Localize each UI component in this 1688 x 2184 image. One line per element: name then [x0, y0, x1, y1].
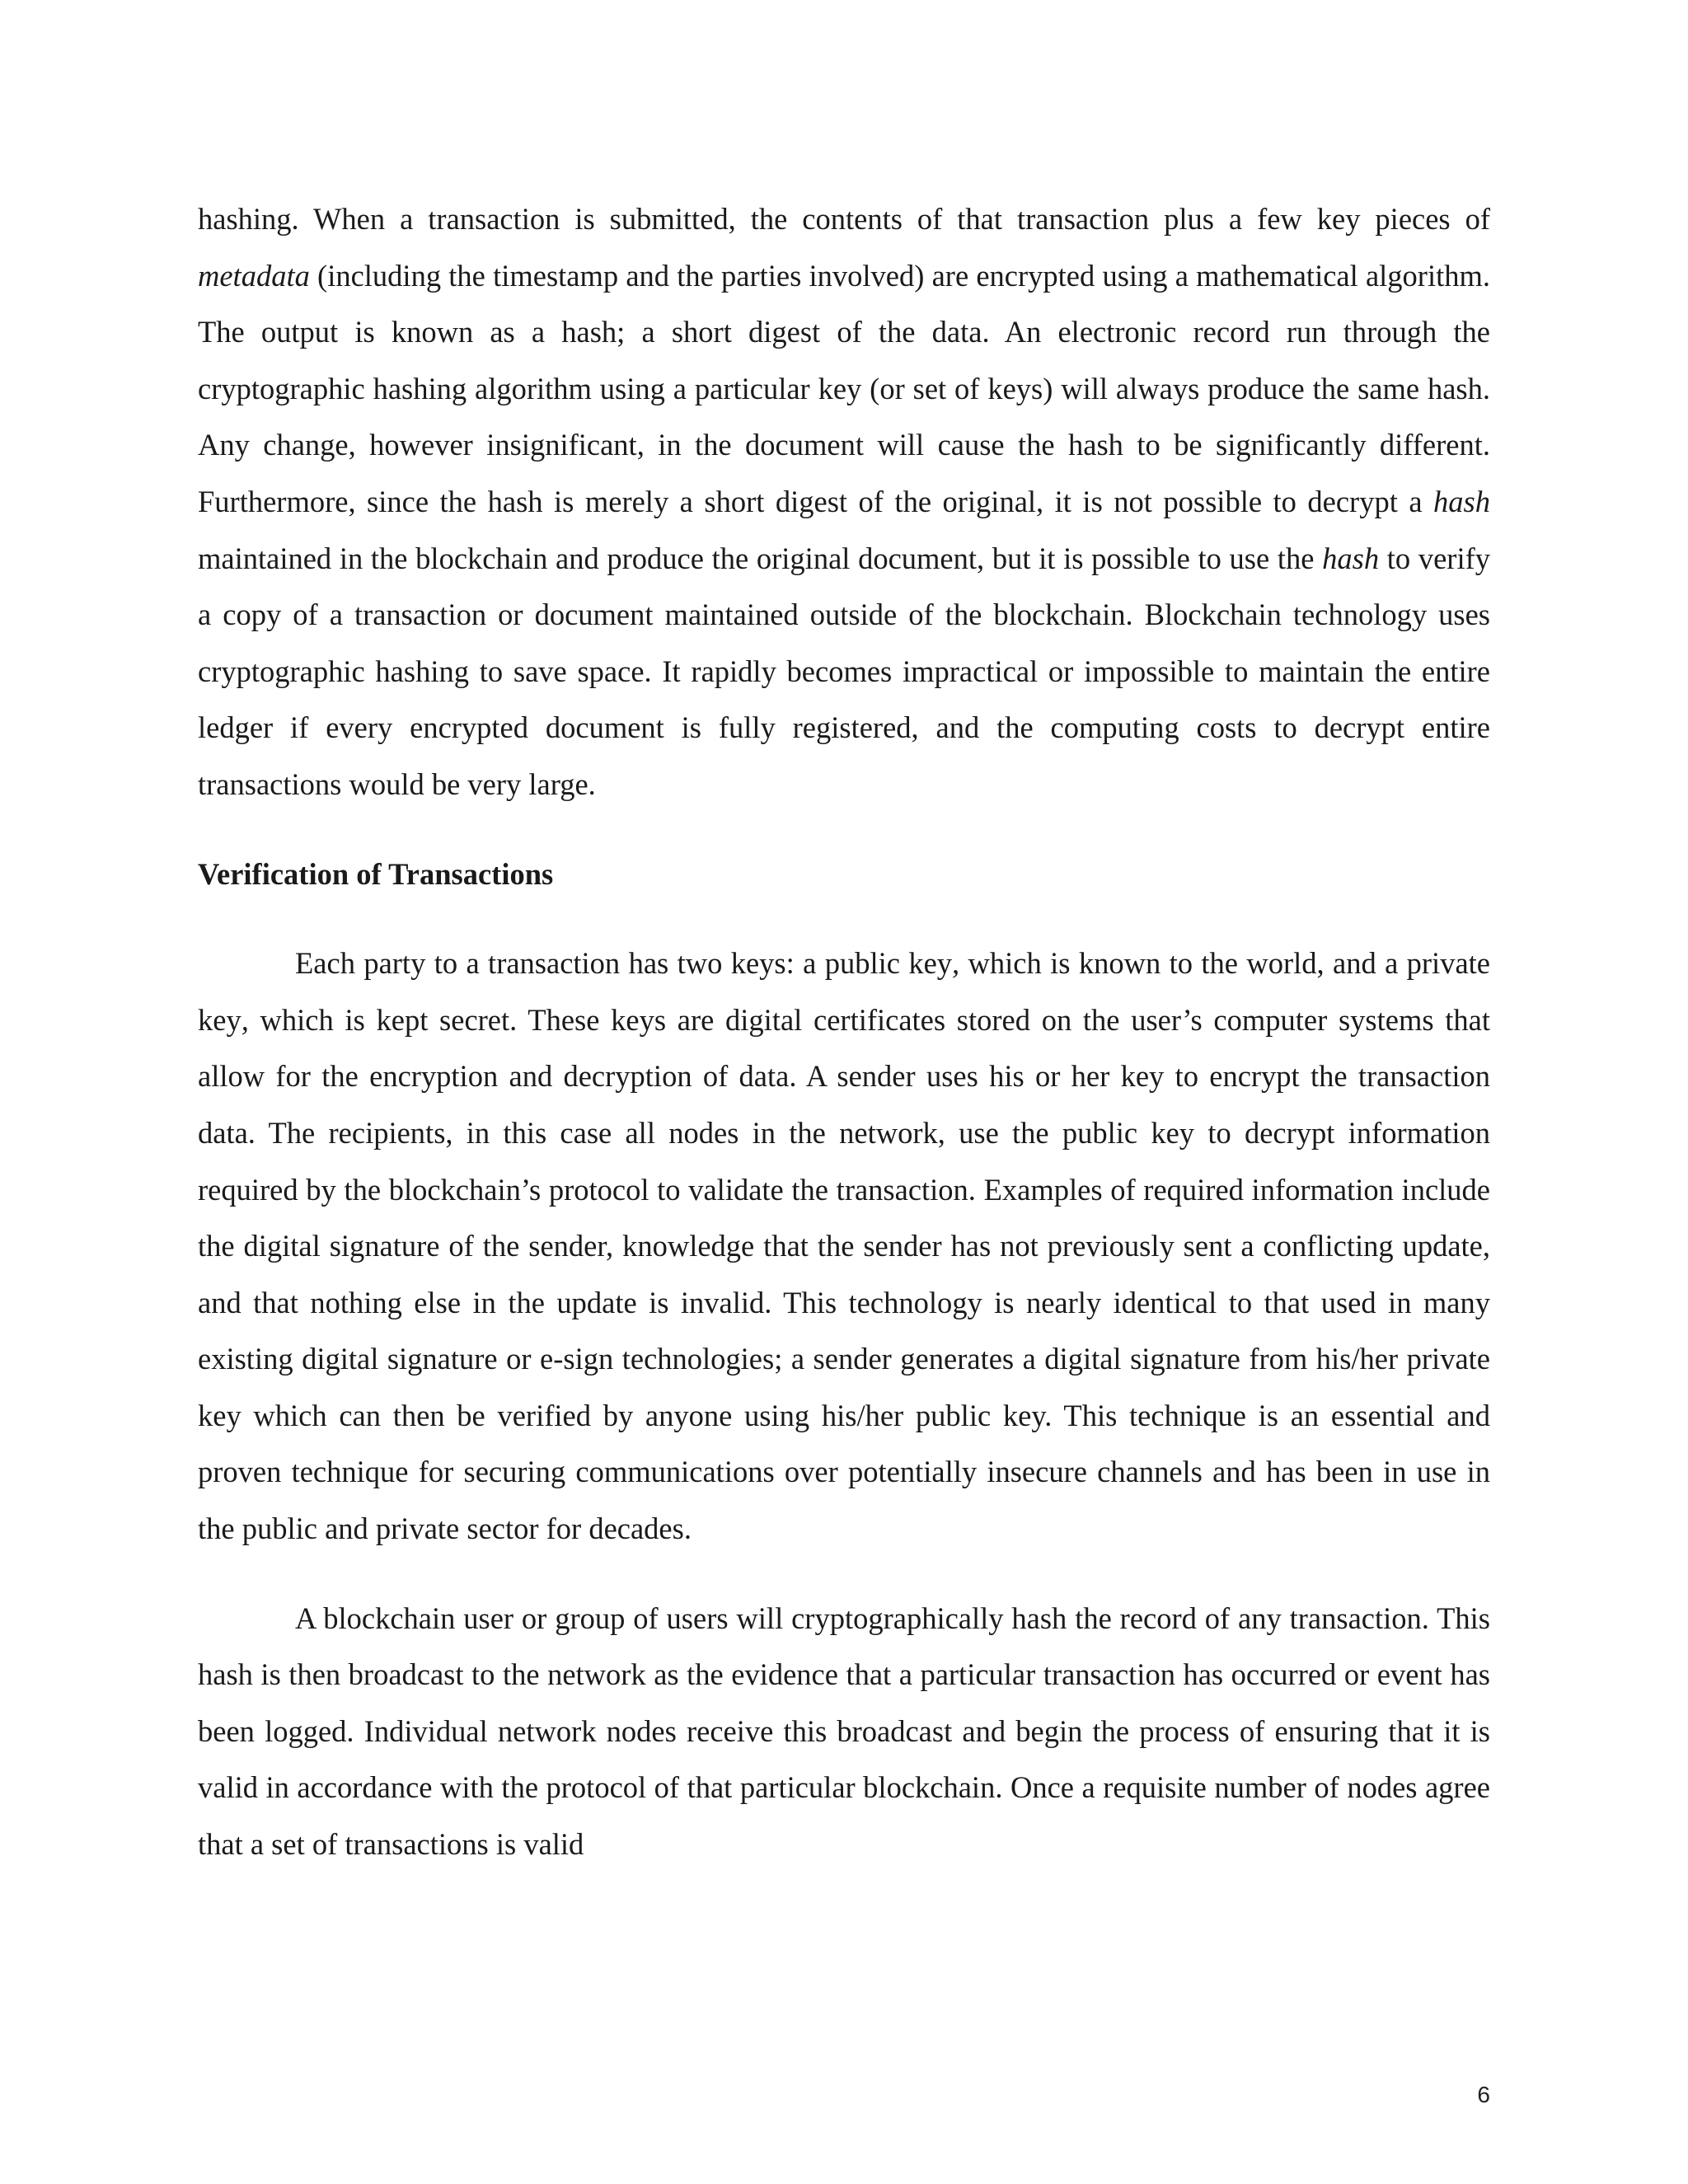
- paragraph-text: maintained in the blockchain and produce the original document, but it is possible to use the: [198, 541, 1323, 575]
- paragraph-broadcast: A blockchain user or group of users will cryptographically hash the record of any transaction. This hash is then broadcast to the network as the evidence that a particular transaction has occurred or event has been logged. Individual network nodes receive this broadcast and begin the process of ensuring that it is valid in accordance with the protocol of that particular blockchain. Once a requisite number of nodes agree that a set of transactions is valid: [198, 1601, 1490, 1862]
- italic-term-hash: hash: [1433, 484, 1490, 518]
- paragraph-spacer: [198, 902, 1490, 935]
- paragraph-text: (including the timestamp and the parties involved) are encrypted using a mathematical algorithm. The output is known as a hash; a short digest of the data. An electronic record run through the cryptographic hashing algorithm using a particular key (or set of keys) will always produce the same hash. Any change, however insignificant, in the document will cause the hash to be significantly different. Furthermore, since the hash is merely a short digest of the original, it is not possible to decrypt a: [198, 258, 1490, 518]
- page-number: 6: [1477, 2082, 1490, 2107]
- paragraph-text: hashing. When a transaction is submitted, the contents of that transaction plus a few key pieces of: [198, 202, 1490, 236]
- paragraph-text: to verify a copy of a transaction or document maintained outside of the blockchain. Blockchain technology uses cryptographic hashing to save space. It rapidly becomes impractical or impossible to maintain the entire ledger if every encrypted document is fully registered, and the computing costs to decrypt entire transactions would be very large.: [198, 541, 1490, 801]
- italic-term-metadata: metadata: [198, 258, 310, 293]
- italic-comma: ,: [952, 946, 960, 981]
- page-content: [198, 191, 1490, 1873]
- paragraph-text: which is kept secret. These keys are digital certificates stored on the user’s computer systems that allow for the encryption and decryption of data. A sender uses his or her key to encrypt the transaction data. The recipients, in this case all nodes in the network, use the public key to decrypt information required by the blockchain’s protocol to validate the transaction. Examples of required information include the digital signature of the sender, knowledge that the sender has not previously sent a conflicting update, and that nothing else in the update is invalid. This technology is nearly identical to that used in many existing digital signature or e-sign technologies; a sender generates a digital signature from his/her private key which can then be verified by anyone using his/her public key. This technique is an essential and proven technique for securing communications over potentially insecure channels and has been in use in the public and private sector for decades.: [198, 1002, 1490, 1546]
- paragraph-keys: [198, 935, 1490, 1558]
- paragraph-text: which is known to the world, and a private key: [198, 946, 1490, 1037]
- paragraph-hashing: [198, 191, 1490, 813]
- paragraph-spacer: [198, 1558, 1490, 1591]
- paragraph-spacer: [198, 813, 1490, 846]
- italic-comma: ,: [241, 1002, 249, 1037]
- italic-term-hash: hash: [1322, 541, 1380, 575]
- section-heading: Verification of Transactions: [198, 856, 554, 891]
- paragraph-text: Each party to a transaction has two keys: a public key: [295, 946, 953, 981]
